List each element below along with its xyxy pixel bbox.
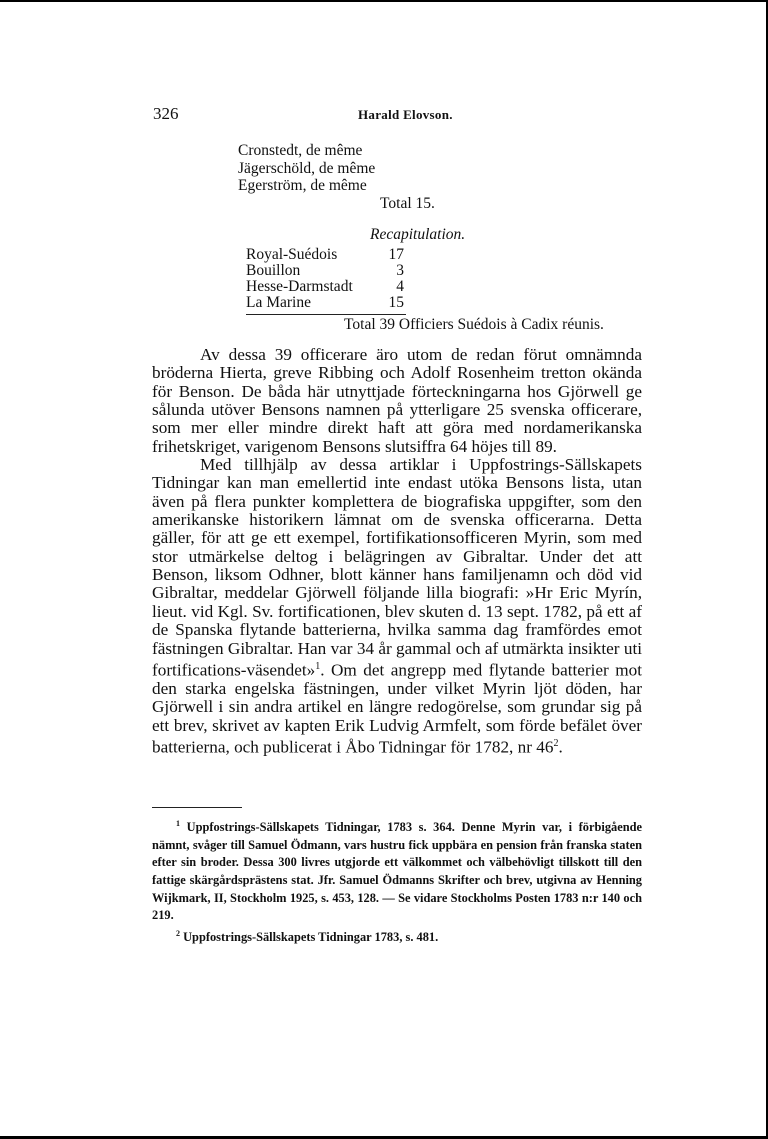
- body-paragraph-2: [152, 456, 642, 757]
- body-text: [152, 346, 642, 757]
- footnote-2-mark: 2: [176, 928, 180, 938]
- footnote-1-mark: 1: [176, 819, 180, 828]
- officer-line-3: Egerström, de même: [238, 177, 367, 194]
- recap-sum-rule: [246, 314, 406, 315]
- page-frame-top: [0, 0, 768, 2]
- footnote-2-text: Uppfostrings-Sällskapets Tidningar 1783, s. 481.: [183, 929, 439, 944]
- body-paragraph-1: Av dessa 39 officerare äro utom de redan förut omnämnda bröderna Hierta, greve Ribbing och Adolf Rosenheim tretton okända för Benson. De båda här utnyttjade förteckningarna hos Gjörwell ge sålunda utöver Bensons namnen på ytterligare 25 svenska officerare, som mer eller mindre direkt haft att göra med nordamerikanska frihetskriget, varigenom Bensons slutsiffra 64 höjes till 89.: [152, 345, 642, 456]
- footnotes: [152, 815, 642, 946]
- recap-row-count: 15: [388, 294, 404, 311]
- recap-heading: Recapitulation.: [370, 226, 466, 243]
- officer-line-1: Cronstedt, de même: [238, 142, 363, 159]
- recap-row-name: La Marine: [246, 294, 311, 311]
- page-number: 326: [153, 104, 179, 123]
- footnote-ref-2: 2: [553, 737, 559, 749]
- footnote-1: [152, 815, 642, 925]
- paragraph-2-end: .: [558, 737, 563, 757]
- running-head: Harald Elovson.: [358, 107, 453, 122]
- officer-line-2: Jägerschöld, de même: [238, 160, 376, 177]
- page-header: [153, 104, 643, 124]
- recap-row-count: 17: [388, 246, 404, 263]
- recap-row-name: Hesse-Darmstadt: [246, 278, 353, 295]
- recap-total: Total 39 Officiers Suédois à Cadix réunis.: [344, 316, 604, 333]
- list-total: Total 15.: [380, 195, 435, 212]
- footnote-rule: [152, 807, 242, 808]
- footnote-ref-1: 1: [315, 660, 321, 672]
- paragraph-2-part-b: . Om det angrepp med flytande batterier mot den starka engelska fästningen, under vilket Myrin ljöt döden, har Gjörwell i sin andra artikel en längre redogörelse, som grundar sig på ett brev, skrivet av kapten Erik Ludvig Armfelt, som förde befälet över batterierna, och publicerat i Åbo Tidningar för 1782, nr 46: [152, 660, 642, 757]
- recap-row-count: 3: [396, 262, 404, 279]
- paragraph-2-part-a: Med tillhjälp av dessa artiklar i Uppfostrings-Sällskapets Tidningar kan man emellertid inte endast utöka Bensons lista, utan även på flera punkter komplettera de biografiska uppgifter, som den amerikanske historikern lämnat om de svenska officerarna. Detta gäller, för att ge ett exempel, fortifikationsofficeren Myrin, som med stor utmärkelse deltog i belägringen av Gibraltar. Under det att Benson, liksom Odhner, blott känner hans familjenamn och död vid Gibraltar, meddelar Gjörwell följande lilla biografi: »Hr Eric Myrín, lieut. vid Kgl. Sv. fortificationen, blev skuten d. 13 sept. 1782, på ett af de Spanska flytande batterierna, hvilka samma dag framfördes emot fästningen Gibraltar. Han var 34 år gammal och af utmärkta insikter uti fortifications-väsendet»: [152, 455, 642, 680]
- recap-row-name: Royal-Suédois: [246, 246, 338, 263]
- recap-row-count: 4: [396, 278, 404, 295]
- recap-row-name: Bouillon: [246, 262, 301, 279]
- footnote-2: [152, 925, 642, 947]
- footnote-1-text: Uppfostrings-Sällskapets Tidningar, 1783 s. 364. Denne Myrin var, i förbigående nämnt, svåger till Samuel Ödmann, vars hustru fick uppbära en pension från franska staten efter sin broder. Dessa 300 livres utgjorde ett välkommet och välbehövligt tillskott till den fattige skärgårdsprästens stat. Jfr. Samuel Ödmanns Skrifter och brev, utgivna av Henning Wijkmark, II, Stockholm 1925, s. 453, 128. — Se vidare Stockholms Posten 1783 n:r 140 och 219.: [152, 820, 642, 923]
